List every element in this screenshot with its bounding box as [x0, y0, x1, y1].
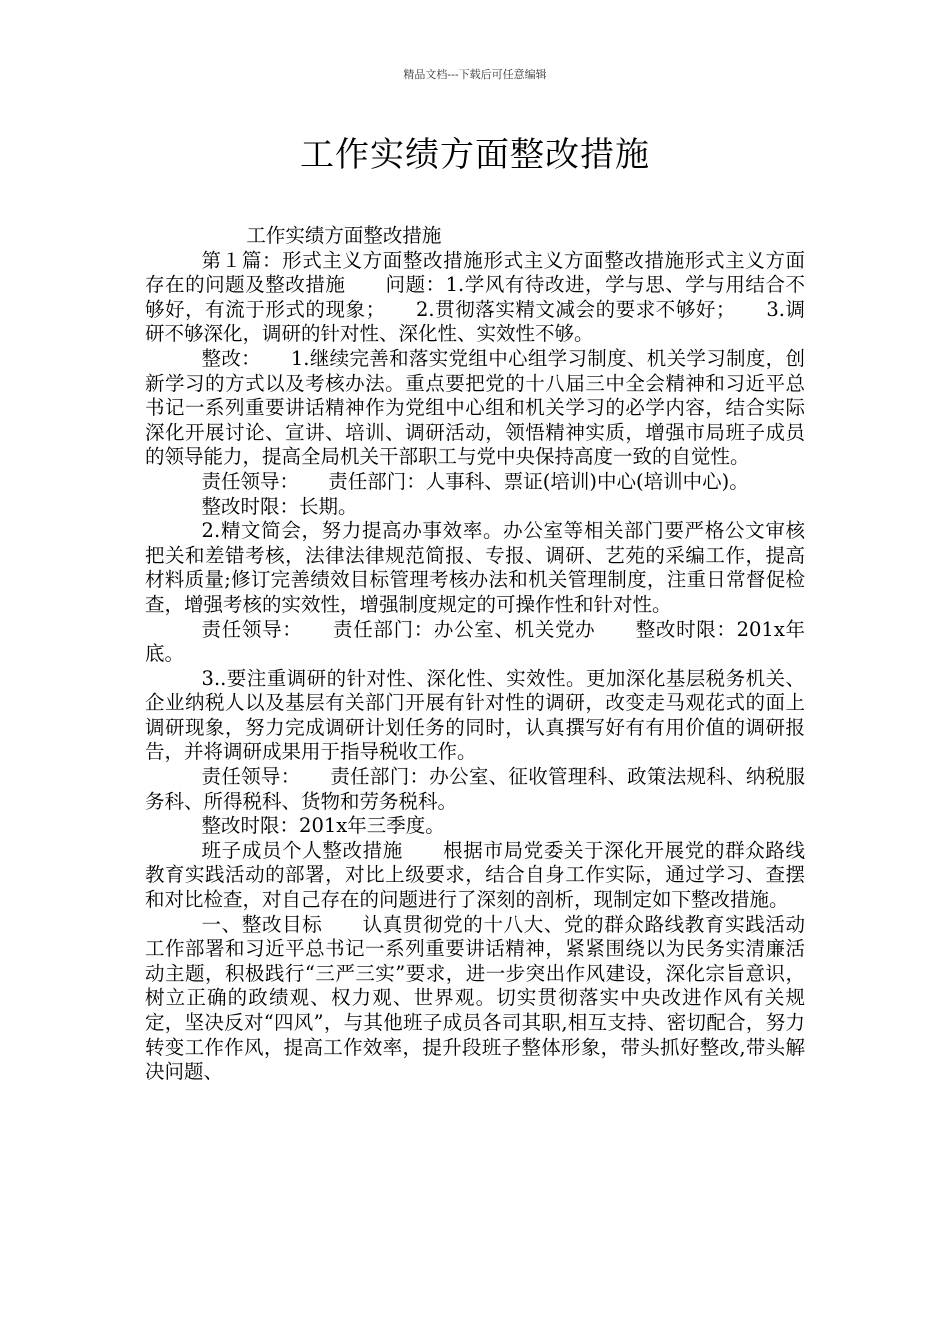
paragraph-deadline-1: 整改时限：长期。: [201, 494, 358, 518]
document-body: [145, 224, 805, 1085]
document-title: 工作实绩方面整改措施: [300, 135, 650, 175]
paragraph-rectification-1: 整改： 1.继续完善和落实党组中心组学习制度、机关学习制度，创新学习的方式以及考核办法。重点要把党的十八届三中全会精神和习近平总书记一系列重要讲话精神作为党组中心组和机关学习的必学内容，结合实际深化开展讨论、宣讲、培训、调研活动，领悟精神实质，增强市局班子成员的领导能力，提高全局机关干部职工与党中央保持高度一致的自觉性。: [145, 346, 805, 469]
page-header-note: 精品文档---下载后可任意编辑: [403, 68, 547, 81]
paragraph-responsibility-1: 责任领导： 责任部门：人事科、票证(培训)中心(培训中心)。: [201, 469, 749, 493]
paragraph-rectification-2: 2.精文简会，努力提高办事效率。办公室等相关部门要严格公文审核把关和差错考核，法律法律规范简报、专报、调研、艺苑的采编工作，提高材料质量;修订完善绩效目标管理考核办法和机关管理制度，注重日常督促检查，增强考核的实效性，增强制度规定的可操作性和针对性。: [145, 519, 805, 616]
paragraph-responsibility-2: 责任领导： 责任部门：办公室、机关党办 整改时限：201x年底。: [145, 617, 805, 666]
paragraph-responsibility-3: 责任领导： 责任部门：办公室、征收管理科、政策法规科、纳税服务科、所得税科、货物和劳务税科。: [145, 765, 805, 813]
paragraph-part1-problems: 第１篇：形式主义方面整改措施形式主义方面整改措施形式主义方面存在的问题及整改措施 问题：1.学风有待改进，学与思、学与用结合不够好，有流于形式的现象； 2.贯彻落实精文减会的要求不够好； 3.调研不够深化，调研的针对性、深化性、实效性不够。: [145, 248, 805, 346]
paragraph-rectification-3: 3..要注重调研的针对性、深化性、实效性。更加深化基层税务机关、企业纳税人以及基层有关部门开展有针对性的调研，改变走马观花式的面上调研现象，努力完成调研计划任务的同时，认真撰写好有有用价值的调研报告，并将调研成果用于指导税收工作。: [145, 666, 805, 764]
paragraph-personal-measures: 班子成员个人整改措施 根据市局党委关于深化开展党的群众路线教育实践活动的部署，对比上级要求，结合自身工作实际，通过学习、查摆和对比检查，对自己存在的问题进行了深刻的剖析，现制定如下整改措施。: [145, 838, 805, 912]
paragraph-deadline-3: 整改时限：201x年三季度。: [201, 814, 445, 838]
document-subtitle: 工作实绩方面整改措施: [246, 224, 442, 247]
paragraph-rectification-goal: 一、整改目标 认真贯彻党的十八大、党的群众路线教育实践活动工作部署和习近平总书记一系列重要讲话精神，紧紧围绕以为民务实清廉活动主题，积极践行“三严三实”要求，进一步突出作风建设，深化宗旨意识，树立正确的政绩观、权力观、世界观。切实贯彻落实中央改进作风有关规定，坚决反对“四风”，与其他班子成员各司其职,相互支持、密切配合，努力转变工作作风，提高工作效率，提升段班子整体形象，带头抓好整改,带头解决问题、: [145, 912, 805, 1084]
